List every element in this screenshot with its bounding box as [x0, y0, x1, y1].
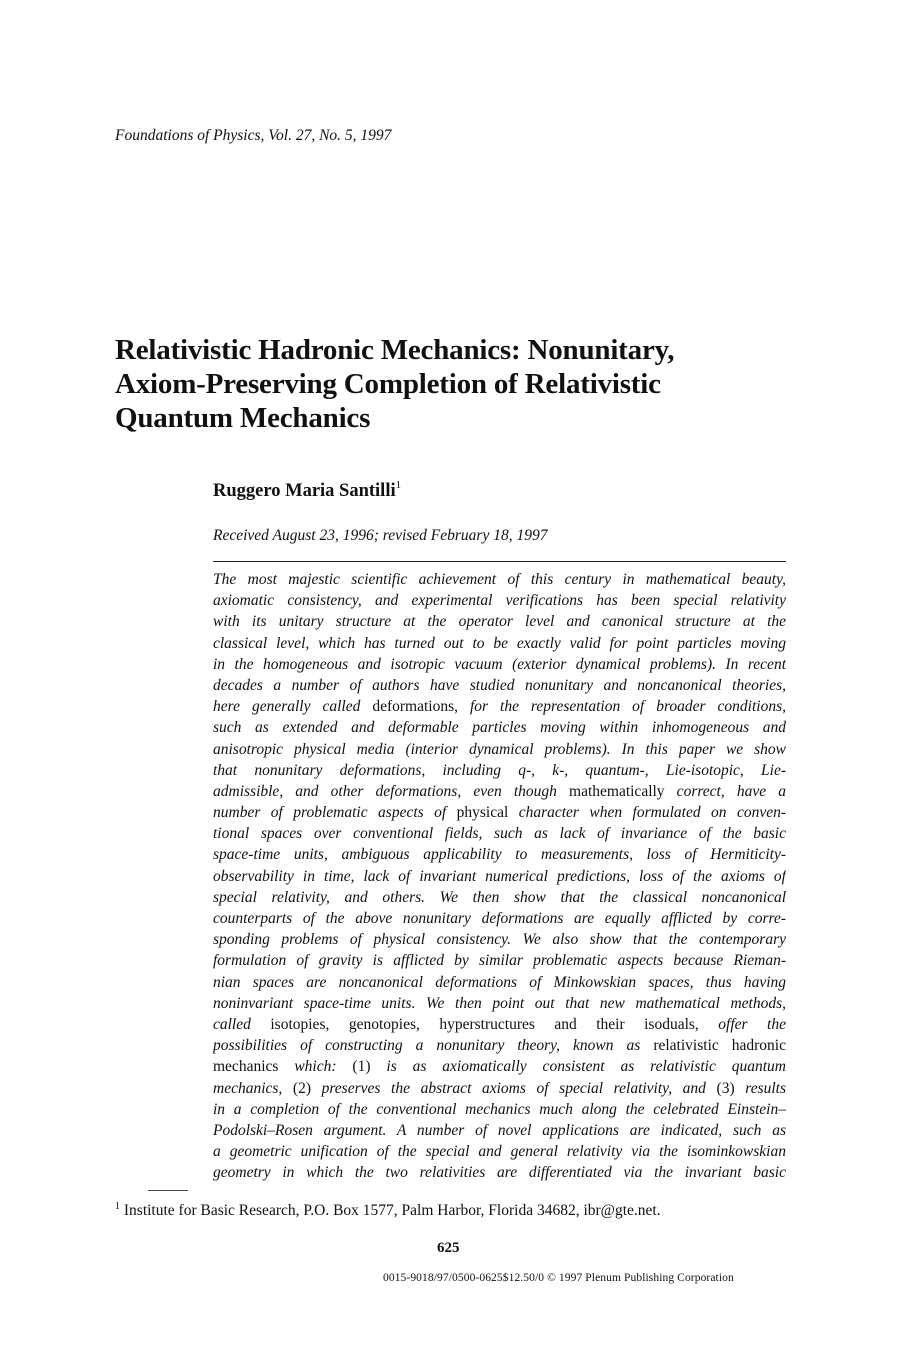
abstract-text: is as axiomatically consistent as relativistic quantum	[370, 1058, 786, 1076]
abstract-text: observability in time, lack of invariant numerical predictions, loss of the axioms of	[213, 867, 786, 885]
abstract-line	[213, 993, 786, 1014]
abstract-line	[213, 760, 786, 781]
abstract-line	[213, 1099, 786, 1120]
abstract-text: for the representation of broader conditions,	[457, 698, 786, 716]
abstract-text: classical level, which has turned out to be exactly valid for point particles moving	[213, 634, 786, 652]
abstract-line	[213, 802, 786, 823]
abstract-text: with its unitary structure at the operator level and canonical structure at the	[213, 613, 786, 631]
title-line: Axiom-Preserving Completion of Relativistic	[115, 368, 661, 400]
abstract-text: here generally called	[213, 698, 373, 716]
abstract-line	[213, 654, 786, 675]
abstract-divider	[213, 561, 786, 562]
abstract-text: in the homogeneous and isotropic vacuum (exterior dynamical problems). In recent	[213, 655, 786, 673]
abstract-text: in a completion of the conventional mechanics much along the celebrated Einstein–	[213, 1100, 786, 1118]
abstract-text: physical	[456, 804, 509, 822]
abstract-text: axiomatic consistency, and experimental verifications has been special relativity	[213, 592, 786, 610]
abstract-line	[213, 781, 786, 802]
abstract-line	[213, 717, 786, 738]
abstract-text: relativistic hadronic	[653, 1037, 786, 1055]
footnote-divider	[148, 1190, 188, 1191]
abstract-line	[213, 696, 786, 717]
abstract-line	[213, 1014, 786, 1035]
abstract-text: space-time units, ambiguous applicability to measurements, loss of Hermiticity-	[213, 846, 786, 864]
page-number: 625	[437, 1240, 460, 1256]
abstract-line	[213, 1035, 786, 1056]
abstract-text: number of problematic aspects of	[213, 804, 457, 822]
abstract-text: noninvariant space-time units. We then point out that new mathematical methods,	[213, 994, 786, 1012]
abstract	[213, 569, 786, 1183]
abstract-text: mechanics	[213, 1058, 279, 1076]
abstract-line	[213, 569, 786, 590]
abstract-line	[213, 908, 786, 929]
abstract-text: mechanics,	[213, 1079, 293, 1097]
title-line: Quantum Mechanics	[115, 402, 371, 434]
abstract-line	[213, 590, 786, 611]
abstract-line	[213, 1120, 786, 1141]
abstract-text: (1)	[352, 1058, 371, 1076]
abstract-text: such as extended and deformable particles moving within inhomogeneous and	[213, 719, 786, 737]
abstract-text: (2)	[292, 1079, 311, 1097]
abstract-text: anisotropic physical media (interior dynamical problems). In this paper we show	[213, 740, 786, 758]
paper-title	[115, 333, 815, 435]
footnote-marker: 1	[115, 1201, 120, 1212]
abstract-text: possibilities of constructing a nonunitary theory, known as	[213, 1037, 654, 1055]
abstract-text: preserves the abstract axioms of special relativity, and	[310, 1079, 717, 1097]
footnote-text: Institute for Basic Research, P.O. Box 1577, Palm Harbor, Florida 34682, ibr@gte.net.	[123, 1202, 661, 1220]
abstract-text: admissible, and other deformations, even though	[213, 782, 570, 800]
author-name	[213, 480, 401, 502]
abstract-line	[213, 844, 786, 865]
abstract-text: counterparts of the above nonunitary deformations are equally afflicted by corre-	[213, 910, 786, 927]
abstract-text: mathematically	[569, 782, 665, 800]
abstract-text: isotopies, genotopies, hyperstructures and their isoduals,	[270, 1015, 699, 1033]
journal-citation: Foundations of Physics, Vol. 27, No. 5, 1997	[115, 127, 392, 144]
footnote-marker: 1	[395, 479, 402, 491]
abstract-text: (3)	[716, 1079, 735, 1097]
abstract-line	[213, 675, 786, 696]
abstract-line	[213, 1056, 786, 1077]
abstract-text: a geometric unification of the special and general relativity via the isominkowskian	[213, 1143, 786, 1161]
abstract-text: nian spaces are noncanonical deformations of Minkowskian spaces, thus having	[213, 973, 786, 991]
abstract-text: results	[734, 1079, 786, 1097]
abstract-line	[213, 887, 786, 908]
abstract-text: decades a number of authors have studied nonunitary and noncanonical theories,	[213, 676, 786, 694]
abstract-text: that nonunitary deformations, including q-, k-, quantum-, Lie-isotopic, Lie-	[213, 761, 786, 779]
abstract-text: tional spaces over conventional fields, such as lack of invariance of the basic	[213, 825, 786, 843]
received-dates: Received August 23, 1996; revised February 18, 1997	[213, 527, 548, 544]
abstract-text: geometry in which the two relativities are differentiated via the invariant basic	[213, 1164, 786, 1182]
abstract-line	[213, 1141, 786, 1162]
abstract-text: called	[213, 1015, 271, 1033]
abstract-line	[213, 1078, 786, 1099]
abstract-text: character when formulated on conven-	[508, 804, 786, 822]
abstract-text: sponding problems of physical consistency. We also show that the contemporary	[213, 931, 786, 949]
abstract-line	[213, 866, 786, 887]
abstract-line	[213, 972, 786, 993]
abstract-line	[213, 823, 786, 844]
copyright-line: 0015-9018/97/0500-0625$12.50/0 © 1997 Plenum Publishing Corporation	[383, 1272, 734, 1284]
abstract-text: deformations,	[372, 698, 458, 716]
abstract-text: special relativity, and others. We then show that the classical noncanonical	[213, 888, 786, 906]
abstract-text: which:	[278, 1058, 353, 1076]
footnote	[115, 1201, 661, 1220]
abstract-line	[213, 633, 786, 654]
abstract-text: Podolski–Rosen argument. A number of novel applications are indicated, such as	[213, 1121, 786, 1139]
abstract-text: The most majestic scientific achievement of this century in mathematical beauty,	[213, 571, 786, 588]
abstract-text: offer the	[698, 1015, 786, 1033]
abstract-line	[213, 929, 786, 950]
author-name-text: Ruggero Maria Santilli	[213, 481, 396, 502]
title-line: Relativistic Hadronic Mechanics: Nonunitary,	[115, 334, 675, 366]
abstract-line	[213, 1162, 786, 1183]
abstract-text: formulation of gravity is afflicted by similar problematic aspects because Rieman-	[213, 952, 786, 970]
abstract-line	[213, 739, 786, 760]
abstract-text: correct, have a	[664, 782, 786, 800]
abstract-line	[213, 611, 786, 632]
abstract-line	[213, 950, 786, 971]
